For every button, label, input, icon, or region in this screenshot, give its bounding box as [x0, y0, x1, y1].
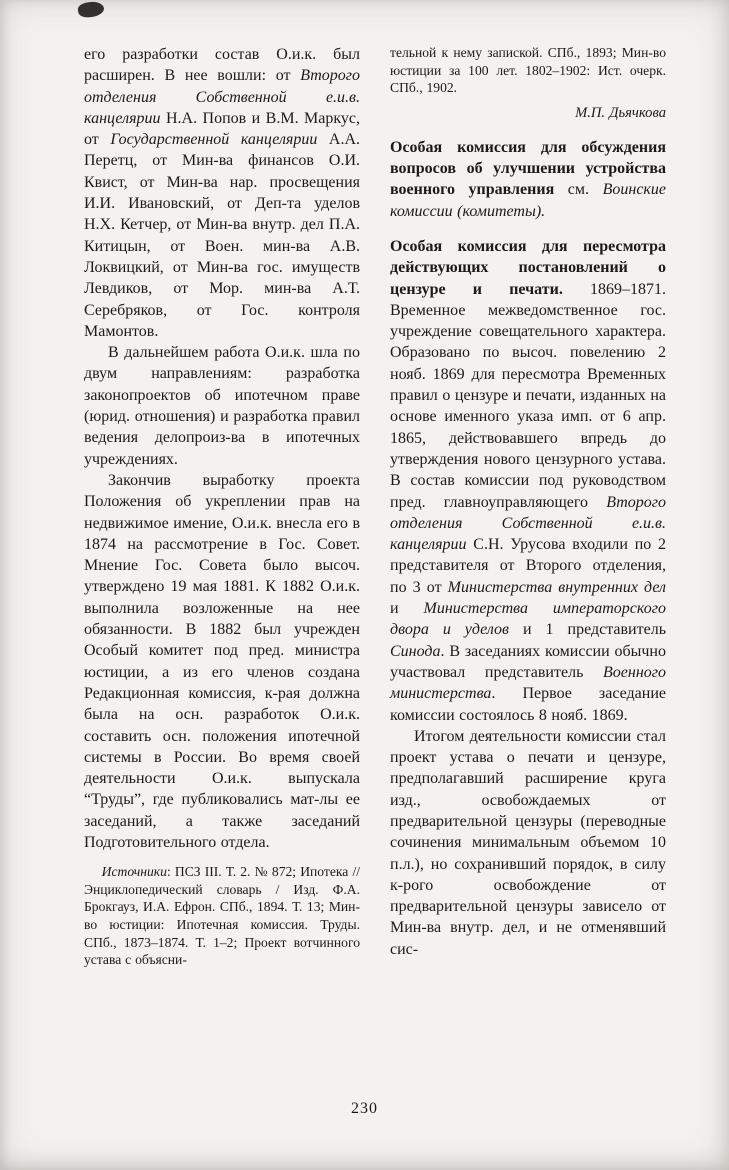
text-run: Военного министерства [390, 663, 666, 703]
text-run: и 1 представитель [508, 621, 666, 639]
text-run: В дальнейшем работа О.и.к. шла по двум направлениям: разработка законопроектов об ипотечном праве (юрид. отношения) и разработка правил ведения делопроиз-ва в ипотечных учреждениях. [84, 344, 360, 468]
text-run: Министерства внутренних дел [447, 578, 666, 596]
text-run: Особая комиссия для обсуждения вопросов об улучшении устройства военного управления [390, 138, 666, 199]
entry-continuation-paragraph [84, 44, 360, 342]
body-paragraph [84, 470, 360, 853]
author-signature [390, 104, 666, 123]
text-run: . Первое заседание комиссии состоялось 8 нояб. 1869. [390, 685, 666, 724]
text-run: см. [554, 181, 603, 199]
text-run: Особая комиссия для пересмотра действующих постановлений о цензуре и печати. [390, 237, 666, 298]
text-run: 1869–1871. Временное межведомственное гос. учреждение совещательного характера. Образовано по высоч. повелению 2 нояб. 1869 для пересмотра Временных правил о цензуре и печати, изданных на основе именного указа имп. от 6 апр. 1865, действовавшего впредь до утверждения нового цензурного устава. В состав комиссии под руководством пред. главноуправляющего [390, 280, 667, 511]
text-run: и [390, 600, 424, 618]
text-run: . В заседаниях комиссии обычно участвовал представитель [390, 642, 666, 681]
text-run: Второго отделения Собственной е.и.в. канцелярии [390, 493, 666, 554]
entry-article-paragraph [390, 726, 666, 960]
left-column [84, 44, 360, 969]
entry-heading-cross-reference [390, 137, 666, 222]
text-run: : ПСЗ III. Т. 2. № 872; Ипотека // Энциклопедический словарь / Изд. Ф.А. Брокгауз, И.А. Ефрон. СПб., 1894. Т. 13; Мин-во юстиции: Ипотечная комиссия. Труды. СПб., 1873–1874. Т. 1–2; Проект вотчинного устава с объясни- [84, 864, 360, 968]
text-run: Министерства императорского двора и уделов [390, 600, 666, 639]
right-column [390, 44, 666, 969]
text-run: Государственной канцелярии [110, 131, 318, 149]
body-paragraph [84, 342, 360, 470]
text-run: его разработки состав О.и.к. был расширен. В нее вошли: от [84, 46, 360, 85]
text-run: М.П. Дьячкова [575, 104, 666, 121]
text-run: Н.А. Попов и В.М. Маркус, от [84, 109, 360, 149]
text-run: Воинские комиссии (комитеты). [390, 181, 667, 220]
sources-paragraph [84, 863, 360, 969]
text-run: Синода [390, 642, 441, 660]
text-run: А.А. Перетц, от Мин-ва финансов О.И. Квист, от Мин-ва нар. просвещения И.И. Ивановский, от Деп-та уделов Н.Х. Кетчер, от Мин-ва внутр. дел П.А. Китицын, от Воен. мин-ва А.В. Локвицкий, от Мин-ва гос. имуществ Левдиков, от Мор. мин-ва А.Т. Серебряков, от Гос. контроля Мамонтов. [84, 131, 361, 340]
sources-continuation-paragraph [390, 44, 666, 97]
text-run: тельной к нему запиской. СПб., 1893; Мин-во юстиции за 100 лет. 1802–1902: Ист. очерк. СПб., 1902. [390, 45, 666, 96]
text-run: Второго отделения Собственной е.и.в. канцелярии [84, 67, 360, 127]
entry-article-paragraph [390, 236, 666, 726]
text-run: Итогом деятельности комиссии стал проект устава о печати и цензуре, предполагавший расширение круга изд., освобождаемых от предварительной цензуры (переводные сочинения минимальным объемом 10 п.л.), но сохранивший порядок, в силу к-рого освобождение от предварительной цензуры зависело от Мин-ва внутр. дел, и не отменявший сис- [390, 727, 666, 958]
page-number: 230 [351, 1100, 378, 1117]
text-run: Закончив выработку проекта Положения об укреплении прав на недвижимое имение, О.и.к. внесла его в 1874 на рассмотрение в Гос. Совет. Мнение Гос. Совета было высоч. утверждено 19 мая 1881. К 1882 О.и.к. выполнила возложенные на нее обязанности. В 1882 был учрежден Особый комитет под пред. министра юстиции, а из его членов создана Редакционная комиссия, к-рая должна была на осн. разработок О.и.к. составить осн. положения ипотечной системы в России. Во время своей деятельности О.и.к. выпускала “Труды”, где публиковались мат-лы ее заседаний, а также заседаний Подготовительного отдела. [84, 471, 360, 851]
text-run: С.Н. Урусова входили по 2 представителя от Второго отделения, по 3 от [390, 536, 666, 596]
text-run: Источники [101, 864, 167, 880]
